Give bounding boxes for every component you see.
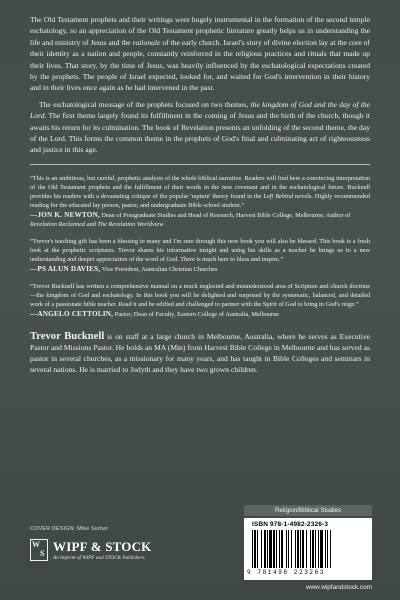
barcode-bar — [315, 530, 316, 568]
publisher-logo — [30, 539, 170, 573]
category-label: Religion/Biblical Studies — [244, 505, 372, 516]
author-bio: Trevor Bucknell is on staff at a large church in Melbourne, Australia, where he serves as Executive Pastor and Missions Pastor. He holds an MA (Min) from Harvest Bible College in Melbourne and has served as pastor in several churches, as a missionary for many years, and has taught in Bible Colleges and seminars in several nations. He is married to Judyth and they have two grown children. — [30, 330, 370, 375]
endorsement-attribution: —ANGELO CETTOLIN, Pastor; Dean of Faculty, Eastern College of Australia, Melbourne — [30, 309, 280, 318]
cover-footer — [30, 505, 372, 593]
barcode-bar — [330, 530, 331, 568]
barcode-bar — [302, 530, 304, 568]
publisher-name: WIPF & STOCK — [53, 539, 152, 554]
barcode-bar — [291, 530, 292, 568]
barcode-bar — [325, 530, 326, 568]
cover-design-credit: COVER DESIGN: Mike Surber — [30, 526, 109, 532]
isbn-number: ISBN 978-1-4982-2326-3 — [252, 521, 329, 528]
barcode-bar — [312, 530, 314, 568]
endorsement-cettolin — [30, 282, 370, 319]
publisher-tagline: An Imprint of WIPF and STOCK Publishers — [53, 555, 145, 561]
author-name: Trevor Bucknell — [30, 330, 105, 342]
barcode-bar — [264, 530, 266, 568]
barcode-bar — [327, 530, 328, 568]
barcode-bar — [261, 530, 262, 568]
endorsement-davies — [30, 237, 370, 274]
ws-logo-icon: W S — [30, 539, 48, 561]
barcode-bar — [306, 530, 307, 568]
barcode-bar — [310, 530, 311, 568]
barcode-bar — [276, 530, 277, 568]
barcode-bar — [288, 530, 289, 568]
barcode-bar — [254, 530, 256, 568]
endorsement-quote: “This is an ambitious, but careful, prophetic analysis of the whole biblical narrative. Readers will find here a convincing interpretation of the Old Testament prophets and the fulfillment of their words in the new covenant and in the eschatological future. Bucknell provides his readers with a devastating critique of the popular 'rapture' theory found in the Left Behind novels. Highly recommended reading for the educated lay person, pastor, and undergraduate Bible school student.” — [30, 174, 370, 209]
barcode-bar — [279, 530, 280, 568]
barcode-bar — [297, 530, 299, 568]
barcode-bar — [273, 530, 275, 568]
barcode-bar — [281, 530, 283, 568]
description — [30, 14, 370, 156]
endorsement-quote: “Trevor's teaching gift has been a blessing to many and I'm sure through this new book you will also be blessed. This book is a fresh look at the prophetic scriptures. Trevor shares his informative insight and using his skills as a teacher he brings us to a new understanding and deeper appreciation of the word of God. There is much here to bless and inspire.” — [30, 237, 370, 263]
barcode-bar — [252, 530, 253, 568]
barcode-bar — [269, 530, 272, 568]
barcode-bar — [257, 530, 258, 568]
barcode-bar — [318, 530, 319, 568]
endorsement-attribution: —PS ALUN DAVIES, Vice President, Australian Christian Churches — [30, 264, 218, 273]
description-paragraph-1: The Old Testament prophets and their writings were hugely instrumental in the formation of the second temple eschatology, so an appreciation of the Old Testament prophetic literature greatly helps us in understanding the life and ministry of Jesus and the rationale of the early church. Israel's story of divine election lay at the core of their identity as a nation and people, constantly reinforced in the religious practices and rituals that made up their lives. That story, by the time of Jesus, was heavily influenced by the eschatological expectations created by the prophets. The people of Israel expected, looked for, and waited for God's intervention in their history and in their lives once again as he had intervened in the past. — [30, 15, 370, 93]
barcode-bar — [286, 530, 287, 568]
description-paragraph-2: The eschatological message of the prophets focused on two themes, the kingdom of God and the day of the Lord. The first theme largely found its fulfillment in the coming of Jesus and the birth of the church, though it awaits his return for its culmination. The book of Revelation presents an unfolding of the second theme, the day of the Lord. This forms the common theme in the prophets of God's final and culminating act of righteousness and justice in this age. — [30, 99, 370, 155]
endorsement-attribution: —JON K. NEWTON, Dean of Postgraduate Studies and Head of Research, Harvest Bible College, Melbourne; Author of Revelation Reclaimed and The Revelation Worldview — [30, 210, 351, 228]
endorsement-newton — [30, 174, 370, 229]
divider — [30, 164, 370, 165]
endorsement-quote: “Trevor Bucknell has written a comprehensive manual on a much neglected and misunderstood area of Scripture and church doctrine—the kingdom of God and eschatology. In this book you will be delighted and surprised by the systematic, balanced, and detailed work of a passionate bible teacher. Read it and be edified and challenged to partner with the Spirit of God to bring in God's reign.” — [30, 282, 370, 308]
barcode-digits: 9 781498 223263 — [247, 569, 326, 576]
barcode-bar — [267, 530, 268, 568]
barcode-bar — [320, 530, 323, 568]
barcode-bar — [295, 530, 296, 568]
isbn-barcode-panel — [244, 518, 372, 580]
barcode-bar — [300, 530, 301, 568]
barcode-icon — [252, 530, 364, 568]
publisher-website: www.wipfandstock.com — [305, 584, 372, 591]
